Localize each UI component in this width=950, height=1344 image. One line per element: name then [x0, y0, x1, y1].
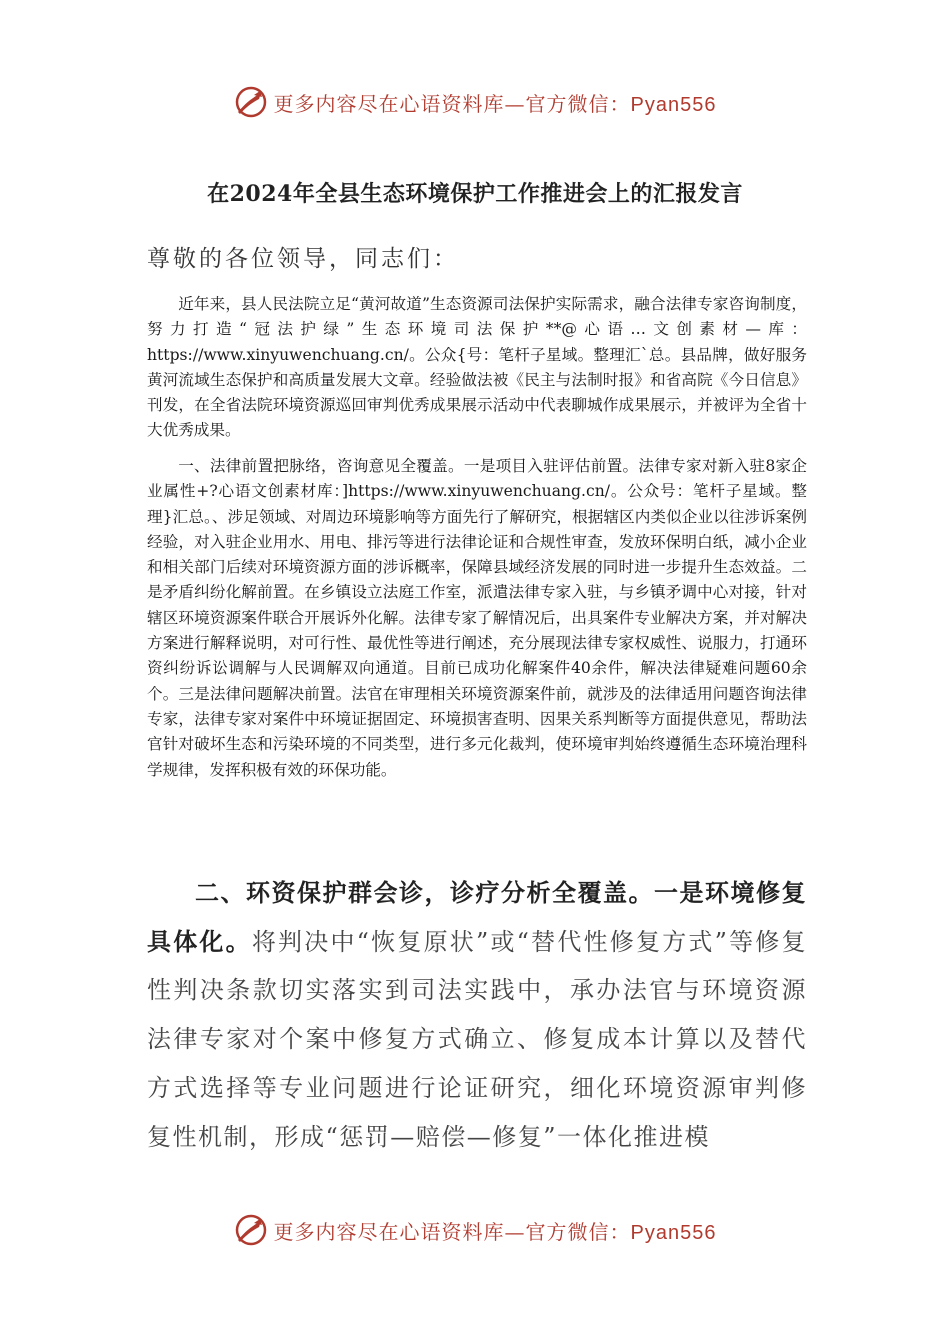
paragraph-section-two [147, 869, 807, 1161]
pen-nib-logo-icon [234, 1213, 268, 1247]
salutation: 尊敬的各位领导，同志们： [147, 246, 459, 272]
watermark-banner-bottom [0, 1210, 950, 1250]
document-title: 在2024年全县生态环境保护工作推进会上的汇报发言 [207, 181, 743, 207]
watermark-banner-top [0, 82, 950, 122]
section-two-heading: 二、环资保护群会诊，诊疗分析全覆盖。一是环境修复具体化。 [147, 878, 807, 956]
section-two-body: 将判决中“恢复原状”或“替代性修复方式”等修复性判决条款切实落实到司法实践中，承办法官与环境资源法律专家对个案中修复方式确立、修复成本计算以及替代方式选择等专业问题进行论证研究，细化环境资源审判修复性机制，形成“惩罚—赔偿—修复”一体化推进模 [147, 927, 808, 1151]
paragraph-section-one: 一、法律前置把脉络，咨询意见全覆盖。一是项目入驻评估前置。法律专家对新入驻8家企业属性+?心语文创素材库：]https://www.xinyuwenchuang.cn/。公众号：笔杆子星域。整理}汇总。、涉足领域、对周边环境影响等方面先行了解研究，根据辖区内类似企业以往涉诉案例经验，对入驻企业用水、用电、排污等进行法律论证和合规性审查，发放环保明白纸，减小企业和相关部门后续对环境资源方面的涉诉概率，保障县域经济发展的同时进一步提升生态效益。二是矛盾纠纷化解前置。在乡镇设立法庭工作室，派遣法律专家入驻，与乡镇矛调中心对接，针对辖区环境资源案件联合开展诉外化解。法律专家了解情况后，出具案件专业解决方案，并对解决方案进行解释说明，对可行性、最优性等进行阐述，充分展现法律专家权威性、说服力，打通环资纠纷诉讼调解与人民调解双向通道。目前已成功化解案件40余件，解决法律疑难问题60余个。三是法律问题解决前置。法官在审理相关环境资源案件前，就涉及的法律适用问题咨询法律专家，法律专家对案件中环境证据固定、环境损害查明、因果关系判断等方面提供意见，帮助法官针对破坏生态和污染环境的不同类型，进行多元化裁判，使环境审判始终遵循生态环境治理科学规律，发挥积极有效的环保功能。 [147, 457, 807, 779]
paragraph-intro: 近年来，县人民法院立足“黄河故道”生态资源司法保护实际需求，融合法律专家咨询制度，努力打造“冠法护绿”生态环境司法保护**@心语…文创素材—库：https://www.xinyuwenchuang.cn/。公众{号：笔杆子星域。整理汇`总。县品牌，做好服务黄河流域生态保护和高质量发展大文章。经验做法被《民主与法制时报》和省高院《今日信息》刊发，在全省法院环境资源巡回审判优秀成果展示活动中代表聊城作成果展示，并被评为全省十大优秀成果。 [147, 295, 807, 440]
pen-nib-logo-icon [234, 85, 268, 119]
watermark-text: 更多内容尽在心语资料库—官方微信：Pyan556 [273, 1219, 717, 1244]
watermark-text: 更多内容尽在心语资料库—官方微信：Pyan556 [273, 91, 717, 116]
